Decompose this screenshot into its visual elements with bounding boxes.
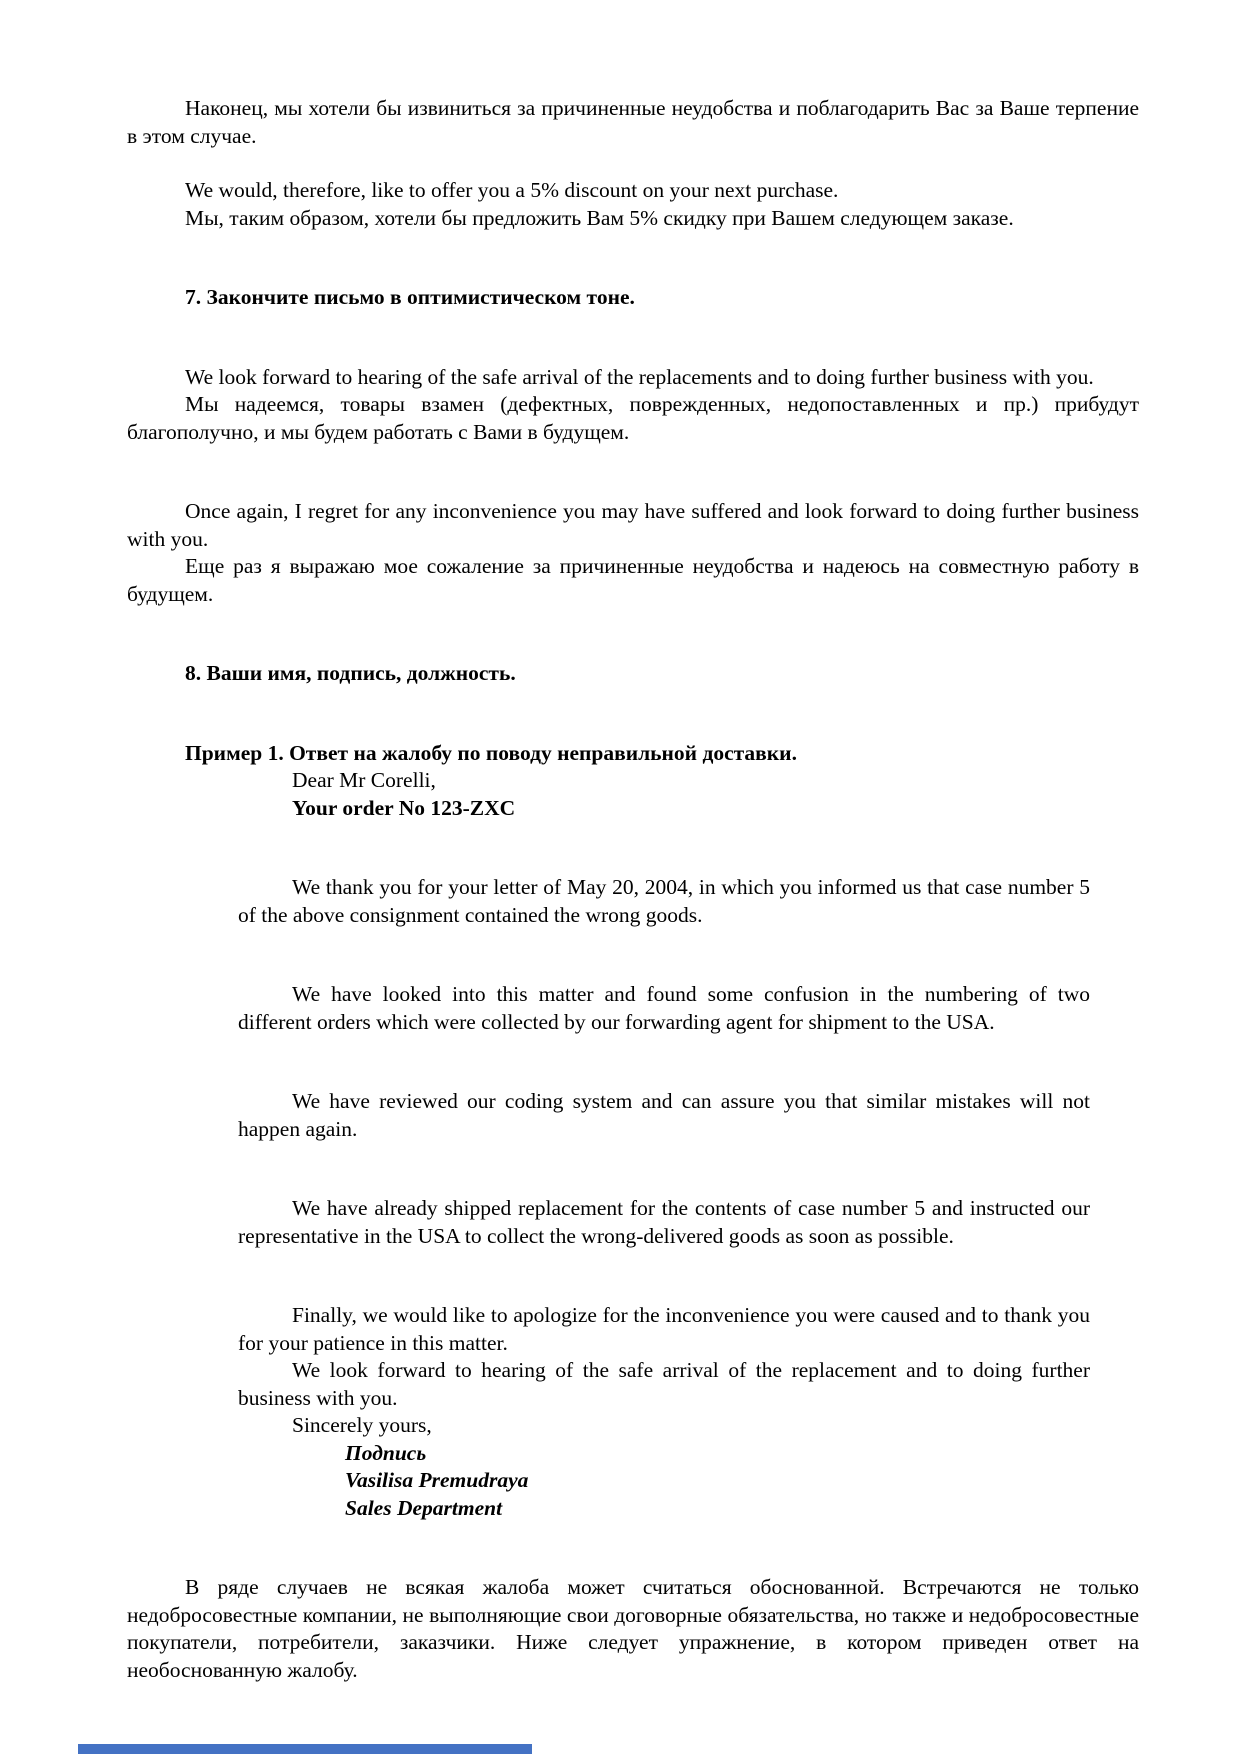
discount-sentence-ru: Мы, таким образом, хотели бы предложить Вам 5% скидку при Вашем следующем заказе.: [185, 205, 1014, 230]
section-heading-8: 8. Ваши имя, подпись, должность.: [185, 661, 516, 685]
letter-signature-name: Vasilisa Premudraya: [345, 1468, 529, 1492]
regret-sentence-ru: Еще раз я выражаю мое сожаление за причиненные неудобства и надеюсь на совместную работу в будущем.: [127, 554, 1139, 606]
letter-paragraph-3: We have reviewed our coding system and can assure you that similar mistakes will not happen again.: [238, 1089, 1090, 1141]
letter-signature-block: [238, 1412, 1090, 1522]
letter-paragraph-4: We have already shipped replacement for the contents of case number 5 and instructed our representative in the USA to collect the wrong-delivered goods as soon as possible.: [238, 1196, 1090, 1248]
letter-paragraph-1: We thank you for your letter of May 20, 2004, in which you informed us that case number 5 of the above consignment contained the wrong goods.: [238, 875, 1090, 927]
letter-subject-line: Your order No 123-ZXC: [292, 795, 516, 820]
apology-paragraph-ru: Наконец, мы хотели бы извиниться за причиненные неудобства и поблагодарить Вас за Ваше терпение в этом случае.: [127, 96, 1139, 148]
letter-paragraph-2: We have looked into this matter and found some confusion in the numbering of two different orders which were collected by our forwarding agent for shipment to the USA.: [238, 982, 1090, 1034]
letter-paragraph-5: Finally, we would like to apologize for the inconvenience you were caused and to thank you for your patience in this matter.: [238, 1303, 1090, 1355]
letter-signature-title: Sales Department: [345, 1495, 503, 1520]
letter-salutation: Dear Mr Corelli,: [292, 768, 436, 792]
letter-signature-label: Подпись: [345, 1440, 427, 1465]
optimistic-sentence-ru: Мы надеемся, товары взамен (дефектных, поврежденных, недопоставленных и пр.) прибудут благополучно, и мы будем работать с Вами в будущем.: [127, 392, 1139, 444]
letter-paragraph-6: We look forward to hearing of the safe arrival of the replacement and to doing further business with you.: [238, 1358, 1090, 1410]
page-bottom-blue-bar: [78, 1744, 532, 1754]
example-1-heading: Пример 1. Ответ на жалобу по поводу неправильной доставки.: [185, 740, 797, 765]
document-body: [127, 95, 1139, 1684]
optimistic-sentence-en: We look forward to hearing of the safe arrival of the replacements and to doing further business with you.: [185, 364, 1094, 389]
section-heading-7: 7. Закончите письмо в оптимистическом тоне.: [185, 285, 635, 309]
closing-note-paragraph-ru: В ряде случаев не всякая жалоба может считаться обоснованной. Встречаются не только недобросовестные компании, не выполняющие свои договорные обязательства, но также и недобросовестные покупатели, потребители, заказчики. Ниже следует упражнение, в котором приведен ответ на необоснованную жалобу.: [127, 1575, 1139, 1682]
regret-sentence-en: Once again, I regret for any inconvenience you may have suffered and look forward to doing further business with you.: [127, 499, 1139, 551]
letter-closing: Sincerely yours,: [292, 1413, 432, 1437]
discount-sentence-en: We would, therefore, like to offer you a 5% discount on your next purchase.: [185, 178, 839, 202]
sample-letter: [238, 767, 1090, 1522]
